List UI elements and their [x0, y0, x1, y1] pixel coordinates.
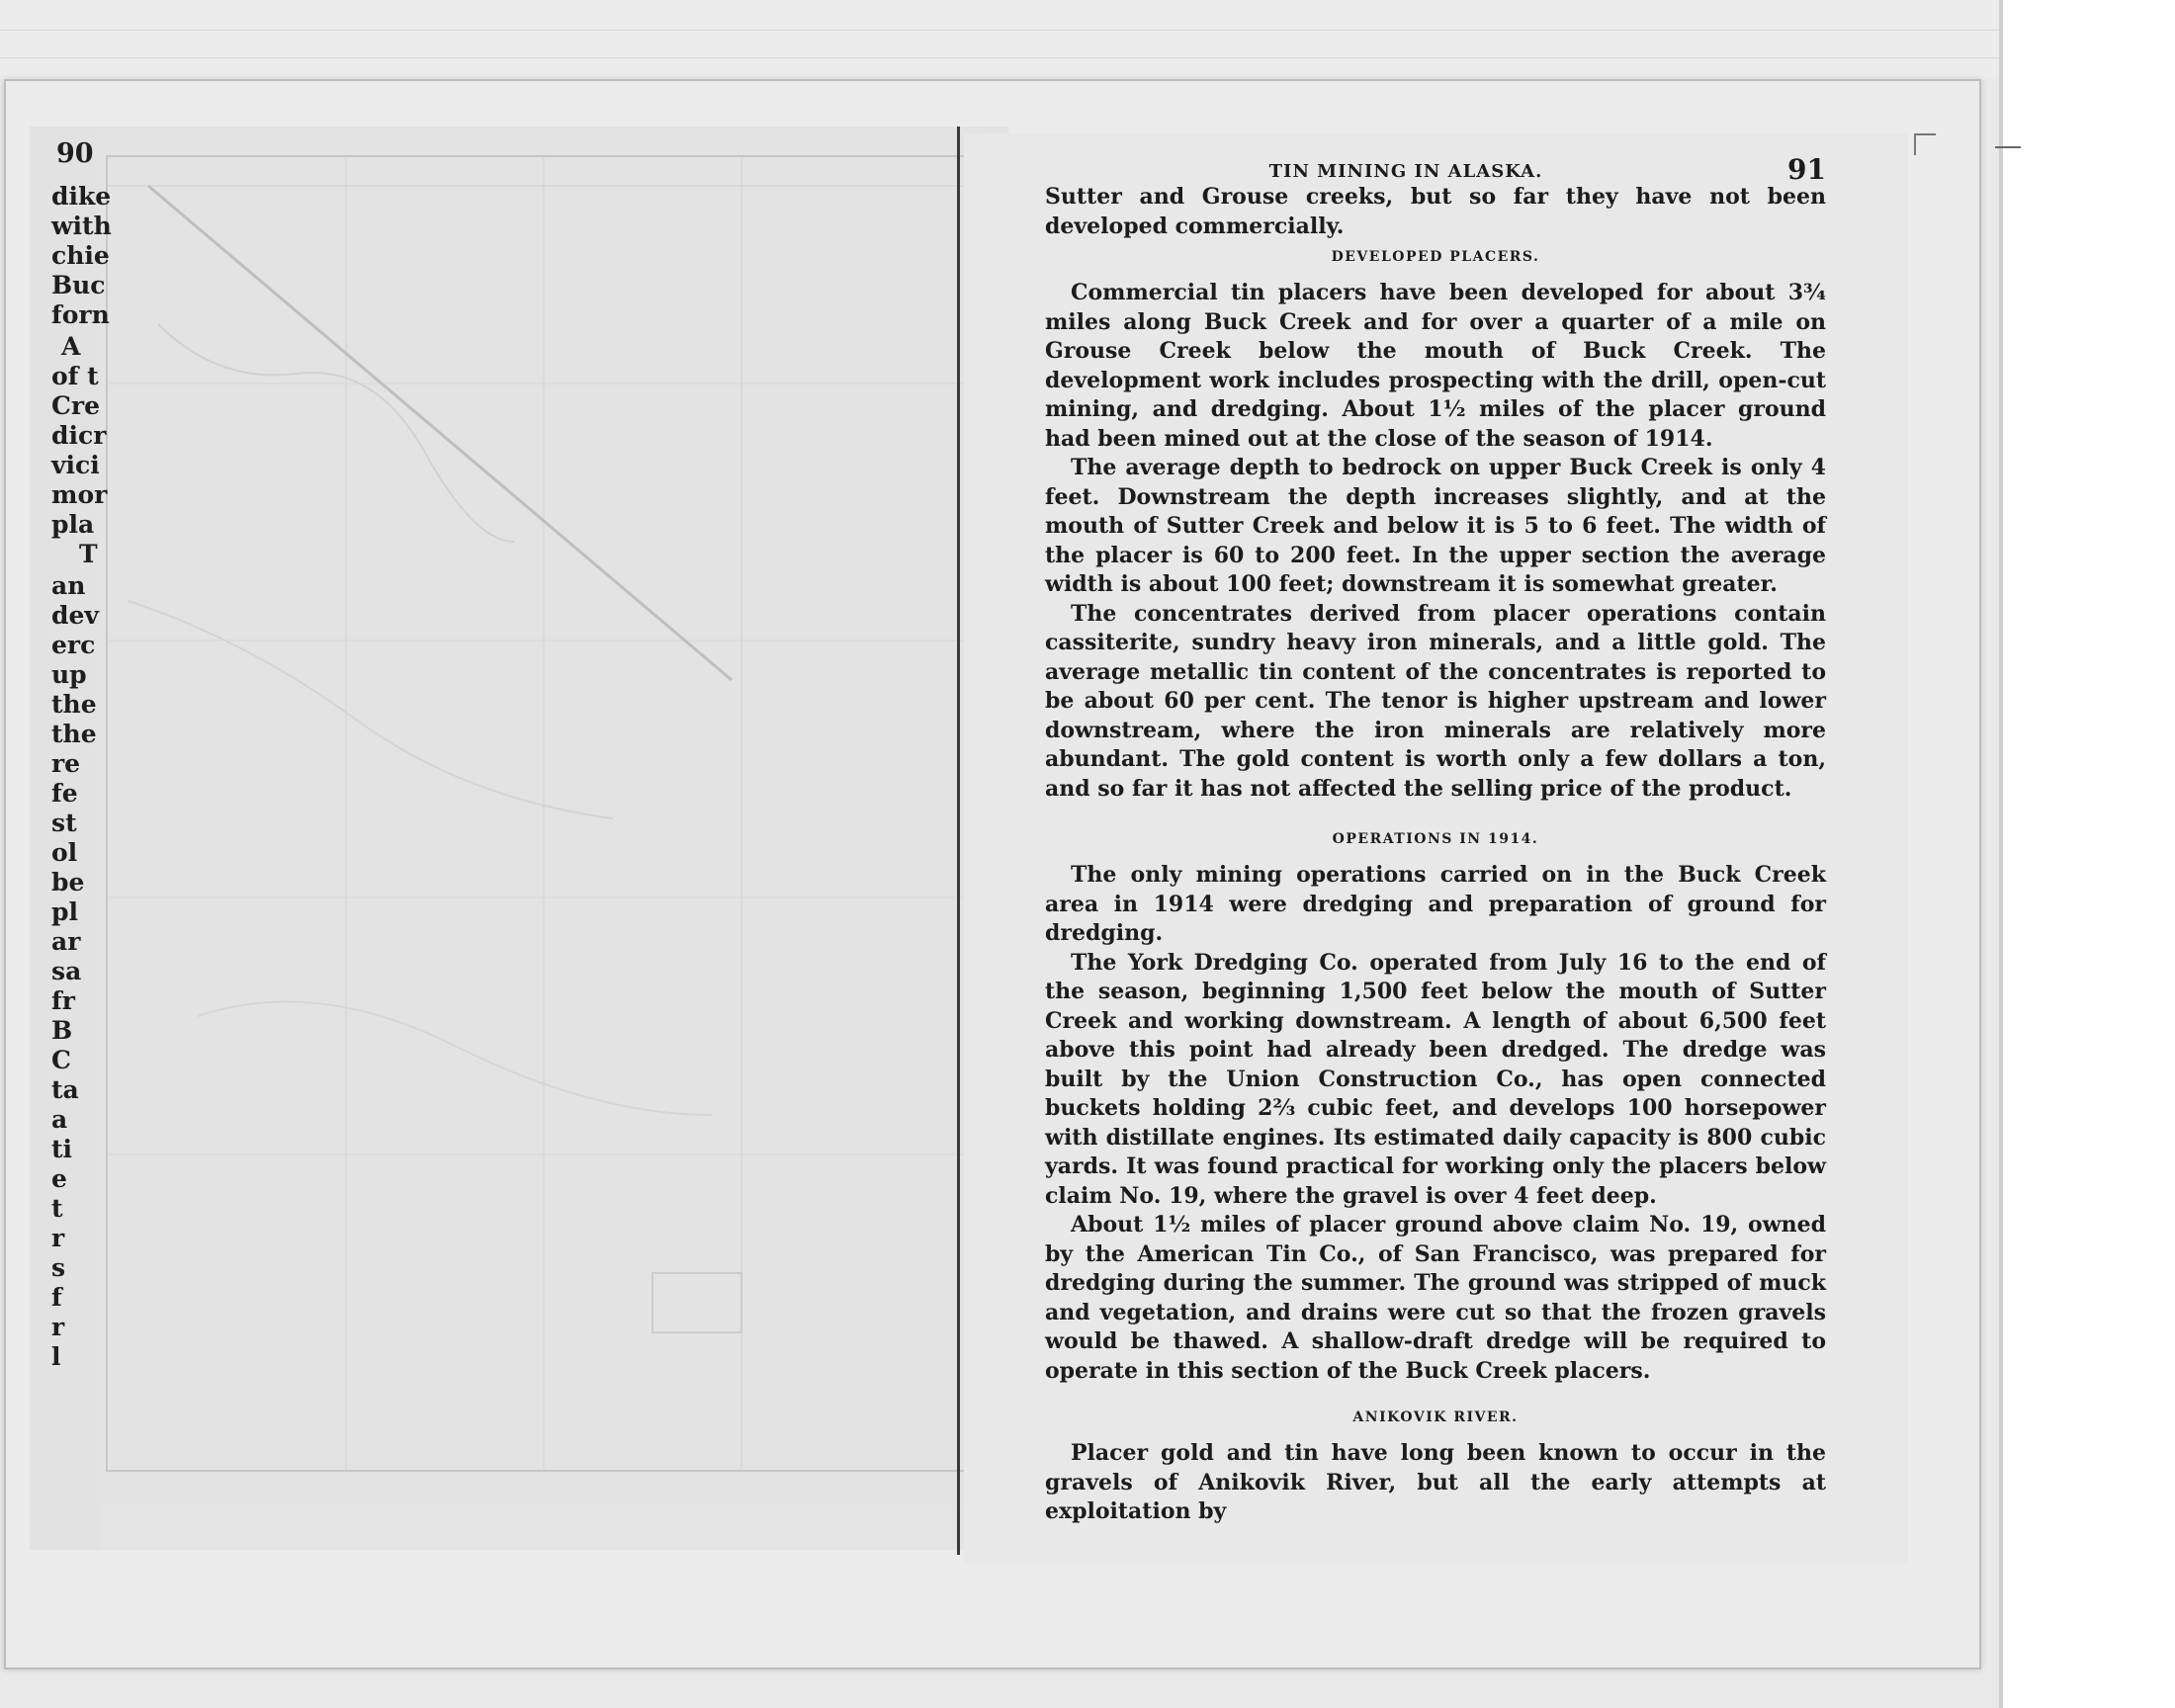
scan-tick-mark [1995, 146, 2021, 148]
left-text-fragment: forn [51, 300, 110, 329]
left-text-fragment: an [51, 571, 86, 600]
left-text-fragment: fe [51, 779, 78, 808]
left-text-fragment: be [51, 868, 85, 897]
left-text-fragment: with [51, 212, 112, 240]
paragraph: The concentrates derived from placer operations contain cassiterite, sundry heavy iron minerals, and a little gold. The average metallic tin content of the concentrates is reported to be about 60 per cent. The tenor is higher upstream and lower downstream, where the iron minerals are relatively more abundant. The gold content is worth only a few dollars a ton, and so far it has not affected the selling price of the product. [1045, 600, 1826, 802]
left-text-fragment: ol [51, 838, 78, 867]
left-text-fragment: of t [51, 362, 99, 390]
left-text-fragment: ta [51, 1075, 79, 1104]
paragraph: The average depth to bedrock on upper Buck Creek is only 4 feet. Downstream the depth increases slightly, and at the mouth of Sutter Creek and below it is 5 to 6 feet. The width of the placer is 60 to 200 feet. In the upper section the average width is about 100 feet; downstream it is somewhat greater. [1045, 455, 1826, 597]
left-page [30, 127, 1008, 1550]
faded-map-plate [99, 127, 984, 1550]
section-heading-developed-placers: DEVELOPED PLACERS. [1331, 249, 1540, 265]
left-text-fragment: Buc [51, 271, 106, 299]
left-page-number: 90 [56, 138, 94, 169]
paragraph: The only mining operations carried on in the Buck Creek area in 1914 were dredging and preparation of ground for dredging. [1045, 862, 1826, 946]
paragraph: Commercial tin placers have been developed for about 3¾ miles along Buck Creek and for over a quarter of a mile on Grouse Creek below the mouth of Buck Creek. The development work includes prospecting with the drill, open-cut mining, and dredging. About 1½ miles of the placer ground had been mined out at the close of the season of 1914. [1045, 280, 1826, 452]
scan-corner-mark [1914, 133, 1936, 155]
left-text-fragment: t [51, 1194, 63, 1223]
left-text-fragment: up [51, 660, 87, 689]
left-text-fragment: pla [51, 510, 95, 539]
page-gutter-line [957, 127, 960, 1555]
left-text-fragment: dicr [51, 421, 107, 450]
scan-right-margin [1999, 0, 2175, 1708]
left-text-fragment: C [51, 1046, 71, 1074]
left-text-fragment: A [61, 332, 81, 361]
left-text-fragment: T [79, 540, 98, 568]
section-heading-anikovik-river: ANIKOVIK RIVER. [1352, 1409, 1519, 1425]
right-page-number: 91 [1787, 153, 1826, 186]
left-text-fragment: fr [51, 986, 75, 1015]
left-text-fragment: f [51, 1283, 62, 1312]
running-head: TIN MINING IN ALASKA. [1268, 161, 1543, 182]
left-text-fragment: ti [51, 1135, 73, 1163]
scan-background-top [0, 0, 1999, 79]
left-text-fragment: re [51, 749, 81, 778]
left-text-fragment: erc [51, 631, 96, 659]
left-text-fragment: pl [51, 897, 78, 926]
paragraph: The York Dredging Co. operated from July 16 to the end of the season, beginning 1,500 feet below the mouth of Sutter Creek and working downstream. A length of about 6,500 feet above this point had already been dredged. The dredge was built by the Union Construction Co., has open connected buckets holding 2⅔ cubic feet, and develops 100 horsepower with distillate engines. Its estimated daily capacity is 800 cubic yards. It was found practical for working only the placers below claim No. 19, where the gravel is over 4 feet deep. [1045, 949, 1826, 1209]
left-text-fragment: vici [51, 451, 100, 479]
paragraph: About 1½ miles of placer ground above claim No. 19, owned by the American Tin Co., of San Francisco, was prepared for dredging during the summer. The ground was stripped of muck and vegetation, and drains were cut so that the frozen gravels would be thawed. A shallow-draft dredge will be required to operate in this section of the Buck Creek placers. [1045, 1212, 1826, 1384]
section-heading-operations-1914: OPERATIONS IN 1914. [1332, 831, 1539, 847]
left-text-fragment: dike [51, 182, 112, 211]
left-text-fragment: the [51, 720, 97, 748]
left-text-fragment: e [51, 1164, 67, 1193]
left-text-fragment: st [51, 809, 77, 837]
page-header [1045, 143, 1826, 186]
map-lines [99, 127, 984, 1550]
paragraph: Placer gold and tin have long been known to occur in the gravels of Anikovik River, but all the early attempts at exploitation by [1045, 1440, 1826, 1524]
left-text-fragment: the [51, 690, 97, 719]
left-text-fragment: Cre [51, 391, 100, 420]
left-text-fragment: sa [51, 957, 82, 985]
left-text-fragment: s [51, 1253, 66, 1282]
right-page [964, 133, 1908, 1565]
left-text-fragment: r [51, 1313, 65, 1341]
intro-paragraph: Sutter and Grouse creeks, but so far they have not been developed commercially. [1045, 184, 1826, 239]
right-page-text-block [1045, 143, 1826, 1527]
left-text-fragment: mor [51, 480, 108, 509]
left-text-fragment: l [51, 1342, 61, 1371]
left-text-fragment: dev [51, 601, 99, 630]
left-text-fragment: a [51, 1105, 68, 1134]
left-text-fragment: ar [51, 927, 81, 956]
left-text-fragment: B [51, 1016, 73, 1045]
left-text-fragment: r [51, 1224, 65, 1252]
left-text-fragment: chie [51, 241, 110, 270]
